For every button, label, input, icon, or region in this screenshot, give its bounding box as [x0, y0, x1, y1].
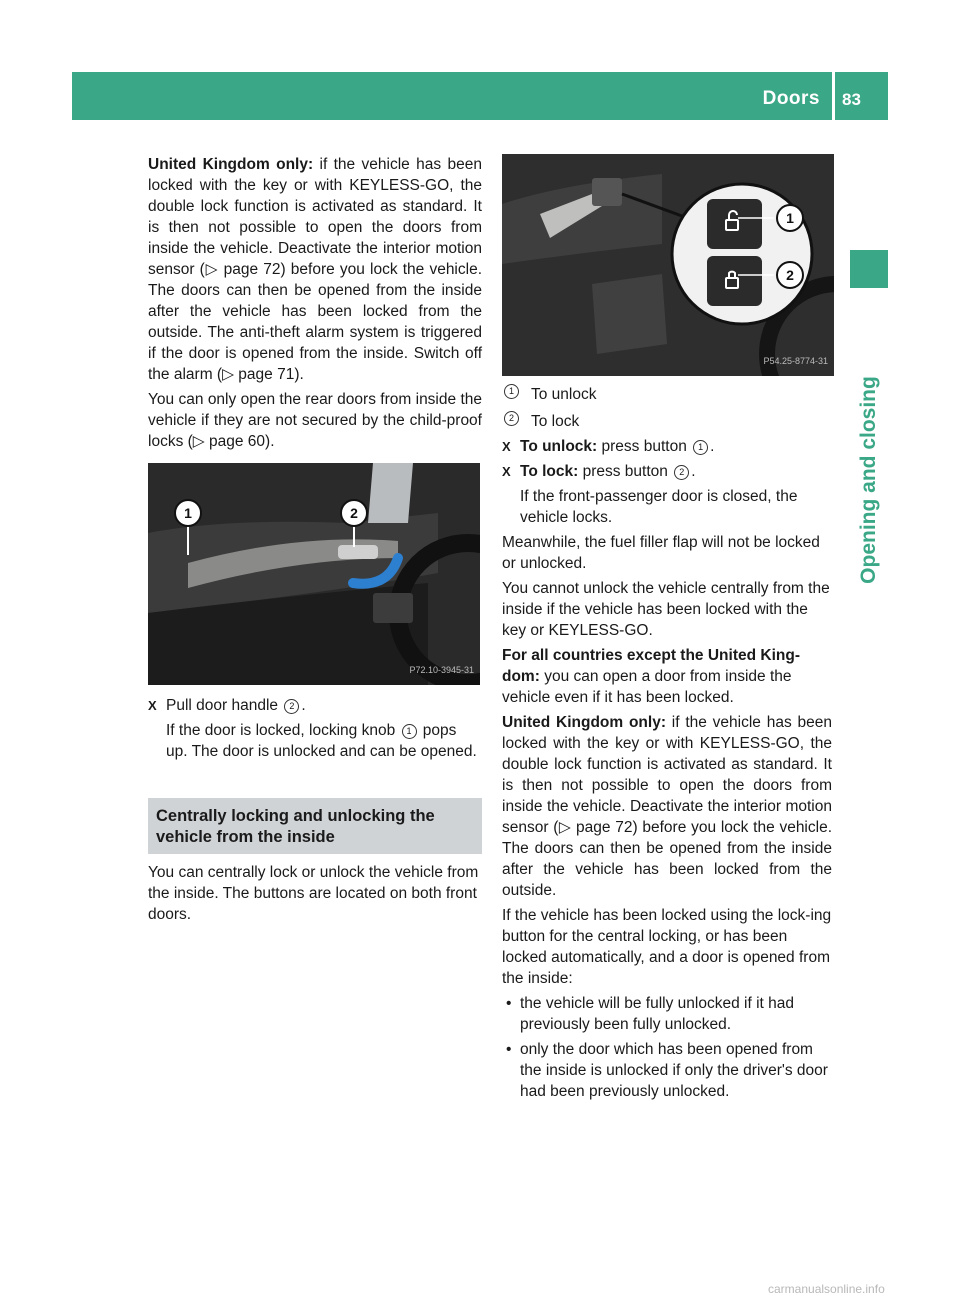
- pull-handle-note: [148, 720, 482, 762]
- callout-2: 2: [340, 499, 368, 527]
- note-text-a: If the door is locked, locking knob: [166, 722, 400, 739]
- lock-note: If the front-passenger door is closed, the vehicle locks.: [520, 488, 798, 526]
- photo-code: P54.25-8774-31: [763, 356, 828, 366]
- uk-only-text: if the vehicle has been locked with the key or with KEYLESS-GO, the double lock function is activated as standard. It is then not possible to open the doors from inside the vehicle. Deactivate the interior motion sensor (▷ page 72) before you lock the vehicle. The doors can then be opened from the inside after the vehicle has been locked from the outside.: [502, 714, 832, 899]
- bullet-item: [502, 1039, 832, 1102]
- page-section-title: Doors: [762, 88, 820, 109]
- bullet-text: only the door which has been opened from the inside is unlocked if only the driver's door had been previously unlocked.: [520, 1041, 828, 1100]
- watermark-text: carmanualsonline.info: [768, 1282, 885, 1296]
- callout-1: 1: [174, 499, 202, 527]
- legend-item-unlock: [502, 384, 832, 405]
- legend-number-badge: 2: [504, 411, 519, 426]
- legend-label: To lock: [531, 413, 580, 430]
- lock-text: press button: [578, 463, 673, 480]
- step-number-badge: 2: [284, 699, 299, 714]
- lock-suffix: .: [691, 463, 696, 480]
- door-handle-photo: [148, 463, 480, 685]
- unlock-suffix: .: [710, 438, 715, 455]
- left-column: [148, 154, 482, 929]
- lock-number-badge: 2: [674, 465, 689, 480]
- all-countries-label: For all countries except the United King-dom:: [502, 647, 800, 685]
- door-interior-illustration: [148, 463, 480, 685]
- unlock-text: press button: [597, 438, 692, 455]
- note-text-b: pops up. The door is unlocked and can be opened.: [166, 722, 477, 760]
- uk-only-text: if the vehicle has been locked with the key or with KEYLESS-GO, the double lock function is activated as standard. It is then not possible to open the doors from inside the vehicle. Deactivate the interior motion sensor (▷ page 72) before you lock the vehicle. The doors can then be opened from the inside after the vehicle has been locked from the outside. The anti-theft alarm system is triggered if the door is opened from the inside. Switch off the alarm (▷ page 71).: [148, 156, 482, 383]
- lock-step: [502, 461, 832, 482]
- chapter-label: Opening and closing: [857, 376, 880, 584]
- page-number: 83: [842, 90, 861, 109]
- legend-label: To unlock: [531, 386, 597, 403]
- pull-handle-step: [148, 695, 482, 716]
- legend-number-badge: 1: [504, 384, 519, 399]
- cannot-unlock-paragraph: You cannot unlock the vehicle centrally from the inside if the vehicle has been locked with the key or KEYLESS-GO.: [502, 580, 830, 639]
- unlock-number-badge: 1: [693, 440, 708, 455]
- header-separator: [832, 72, 835, 120]
- bullet-text: the vehicle will be fully unlocked if it had previously been fully unlocked.: [520, 995, 794, 1033]
- uk-only-paragraph: [148, 154, 482, 385]
- step-text: Pull door handle: [166, 697, 283, 714]
- unlock-label: To unlock:: [520, 438, 598, 455]
- step-suffix: .: [301, 697, 306, 714]
- lock-buttons-photo: [502, 154, 834, 376]
- right-column: [502, 154, 832, 1106]
- meanwhile-paragraph: Meanwhile, the fuel filler flap will not be locked or unlocked.: [502, 534, 820, 572]
- callout-lock-2: 2: [776, 261, 804, 289]
- step-arrow-icon: X: [502, 464, 511, 479]
- uk-only-label: United Kingdom only:: [148, 156, 314, 173]
- if-locked-paragraph: If the vehicle has been locked using the lock-ing button for the central locking, or has been locked automatically, and a door is opened from the inside:: [502, 907, 832, 987]
- step-arrow-icon: X: [502, 439, 511, 454]
- all-countries-paragraph: [502, 645, 832, 708]
- unlock-step: [502, 436, 832, 457]
- bullet-item: [502, 993, 832, 1035]
- rear-doors-paragraph: You can only open the rear doors from inside the vehicle if they are not secured by the child-proof locks (▷ page 60).: [148, 391, 482, 450]
- callout-unlock-1: 1: [776, 204, 804, 232]
- bullet-icon: •: [506, 995, 512, 1012]
- legend-item-lock: [502, 411, 832, 432]
- bullet-icon: •: [506, 1041, 512, 1058]
- section-paragraph: You can centrally lock or unlock the vehicle from the inside. The buttons are located on both front doors.: [148, 864, 479, 923]
- uk-only-paragraph-right: [502, 712, 832, 901]
- chapter-tab-marker: [850, 250, 888, 288]
- lock-label: To lock:: [520, 463, 579, 480]
- section-heading: Centrally locking and unlocking the vehicle from the inside: [148, 798, 482, 854]
- all-countries-text: you can open a door from inside the vehicle even if it has been locked.: [502, 668, 792, 706]
- photo-code: P72.10-3945-31: [409, 665, 474, 675]
- step-arrow-icon: X: [148, 698, 157, 713]
- uk-only-label: United Kingdom only:: [502, 714, 666, 731]
- note-number-badge: 1: [402, 724, 417, 739]
